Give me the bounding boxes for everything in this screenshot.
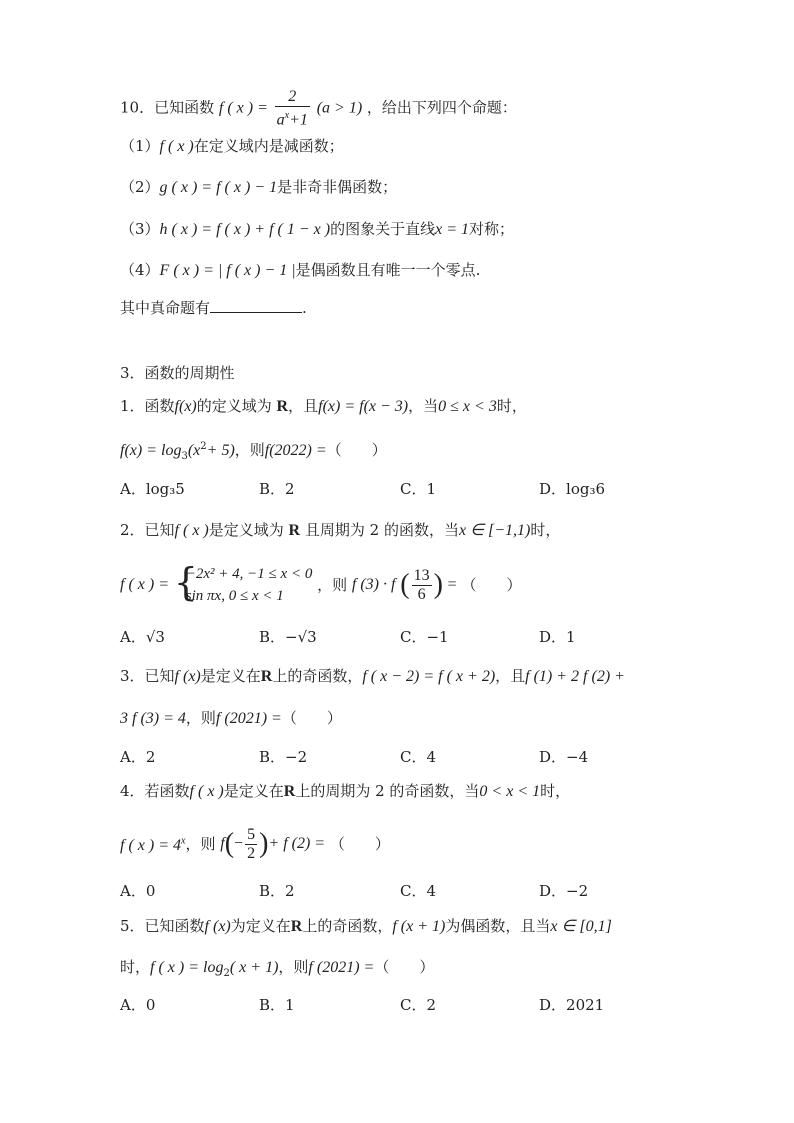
p5-query: f (2021) = xyxy=(308,959,375,976)
conclusion-end: . xyxy=(302,299,307,317)
q10-frac-den-tail: +1 xyxy=(289,111,308,129)
p4-f: f xyxy=(220,835,225,853)
p3-query: f (2021) = xyxy=(215,710,282,727)
p2-option-d[interactable]: D．1 xyxy=(539,628,576,646)
prop-3-expr: h ( x ) = f ( x ) + f ( 1 − x ) xyxy=(159,221,331,238)
p4-minus: − xyxy=(234,835,244,853)
p1-log: f(x) = log xyxy=(120,442,182,459)
p1-text-f: 时， xyxy=(496,397,527,415)
p1-expr-1: f(x) xyxy=(174,398,197,415)
p1-text-d: ，当 xyxy=(408,397,439,415)
q10-condition: (a > 1) xyxy=(316,99,363,117)
p3-option-d[interactable]: D．−4 xyxy=(539,748,589,766)
q10-prop-1 xyxy=(120,136,344,157)
p4-line2 xyxy=(120,820,390,868)
p1-log-arg: (x xyxy=(187,442,201,459)
prop-3-text: 的图象关于直线 xyxy=(330,220,436,238)
p3-option-c[interactable]: C．4 xyxy=(400,748,437,766)
p4-text-d: 时， xyxy=(540,782,571,800)
p1-option-c[interactable]: C．1 xyxy=(400,480,437,498)
p1-then: ，则 xyxy=(234,441,265,459)
q10-prop-2 xyxy=(120,177,397,198)
p2-text-a: 2．已知 xyxy=(120,521,175,539)
prop-1-expr: f ( x ) xyxy=(159,138,194,155)
p3-option-b[interactable]: B．−2 xyxy=(259,748,308,766)
q10-frac-den xyxy=(275,107,310,129)
p2-fx: f ( x ) = xyxy=(120,576,169,593)
p3-text-a: 3．已知 xyxy=(120,667,175,685)
q10-func: f ( x ) = xyxy=(218,99,268,117)
prop-4-text: 是偶函数且有唯一一个零点. xyxy=(295,261,481,279)
p4-option-b[interactable]: B．2 xyxy=(259,882,295,900)
p1-log-base: 3 xyxy=(181,451,188,462)
p2-frac-num: 13 xyxy=(413,566,430,584)
p4-text-a: 4．若函数 xyxy=(120,782,190,800)
p1-log-tail: + 5) xyxy=(206,442,235,459)
p3-expr-3: f (1) + 2 f (2) + xyxy=(525,668,625,685)
conclusion-text: 其中真命题有 xyxy=(120,299,211,317)
prop-2-num: （2） xyxy=(120,178,160,196)
p2-case-2: sin πx, 0 ≤ x < 1 xyxy=(185,588,284,604)
p1-expr-2: f(x) = f(x − 3) xyxy=(318,398,409,415)
p4-expr-3: + f (2) = xyxy=(268,835,326,853)
p5-R: R xyxy=(290,918,303,935)
p5-when: 时， xyxy=(120,958,151,976)
p1-line1 xyxy=(120,396,527,417)
p4-lparen: ( xyxy=(224,828,235,860)
prop-1-num: （1） xyxy=(120,137,160,155)
section-title: 3．函数的周期性 xyxy=(120,364,235,382)
p5-log-arg: ( x + 1) xyxy=(229,959,279,976)
p4-fraction xyxy=(245,826,257,863)
q10-conclusion xyxy=(120,298,307,318)
p2-R: R xyxy=(288,522,301,539)
p4-R: R xyxy=(283,783,296,800)
prop-3-expr2: x = 1 xyxy=(435,221,470,238)
p1-line2 xyxy=(120,437,387,467)
p3-paren: （ ） xyxy=(281,709,342,727)
p4-option-a[interactable]: A．0 xyxy=(120,882,156,900)
prop-1-text: 在定义域内是减函数； xyxy=(193,137,344,155)
p4-expr-2: 0 < x < 1 xyxy=(479,783,541,800)
p5-text-d: 为偶函数，且当 xyxy=(445,917,551,935)
p2-line2 xyxy=(120,562,522,607)
p3-line1 xyxy=(120,666,625,687)
answer-blank[interactable] xyxy=(210,298,302,313)
p4-text-c: 上的周期为 2 的奇函数，当 xyxy=(295,782,480,800)
p2-eq: = xyxy=(447,576,457,593)
p3-expr-1: f (x) xyxy=(174,668,201,685)
p5-log: f ( x ) = log xyxy=(150,959,224,976)
p2-expr-1: f ( x ) xyxy=(174,522,209,539)
p2-brace: { xyxy=(173,560,198,604)
p5-option-b[interactable]: B．1 xyxy=(259,996,295,1014)
p3-text-b: 是定义在 xyxy=(200,667,261,685)
q10-prop-3 xyxy=(120,219,514,240)
prop-4-expr: F ( x ) = | f ( x ) − 1 | xyxy=(159,262,296,279)
p5-log-base: 2 xyxy=(223,968,230,979)
q10-frac-num: 2 xyxy=(275,88,310,107)
p4-line1 xyxy=(120,781,570,802)
p1-text-a: 1．函数 xyxy=(120,397,175,415)
p1-text-c: ，且 xyxy=(288,397,319,415)
p5-paren: （ ） xyxy=(374,958,435,976)
p1-text-b: 的定义域为 xyxy=(196,397,272,415)
p5-line2 xyxy=(120,957,434,984)
p5-expr-1: f (x) xyxy=(204,918,231,935)
p3-line2 xyxy=(120,708,342,729)
p3-R: R xyxy=(260,668,273,685)
p2-expr-2: x ∈ [−1,1) xyxy=(458,522,531,539)
p5-option-d[interactable]: D．2021 xyxy=(539,996,605,1014)
p2-option-a[interactable]: A．√3 xyxy=(120,628,165,646)
p2-rparen: ) xyxy=(433,569,443,600)
p1-option-d[interactable]: D．log₃6 xyxy=(539,480,606,498)
p2-option-c[interactable]: C．−1 xyxy=(400,628,449,646)
p2-text-d: 时， xyxy=(530,521,561,539)
p3-text-c: 上的奇函数， xyxy=(272,667,363,685)
prop-2-expr: g ( x ) = f ( x ) − 1 xyxy=(159,179,278,196)
p2-line1 xyxy=(120,520,560,541)
p2-paren: （ ） xyxy=(461,576,522,594)
p4-fx: f ( x ) = 4 xyxy=(120,837,181,855)
p1-option-b[interactable]: B．2 xyxy=(259,480,295,498)
p1-option-a[interactable]: A．log₃5 xyxy=(120,480,185,498)
p5-option-a[interactable]: A．0 xyxy=(120,996,156,1014)
p5-option-c[interactable]: C．2 xyxy=(400,996,437,1014)
p2-lparen: ( xyxy=(400,569,410,600)
p4-text-b: 是定义在 xyxy=(223,782,284,800)
p5-line1 xyxy=(120,916,612,937)
prop-3-text2: 对称； xyxy=(469,220,515,238)
prop-3-num: （3） xyxy=(120,220,160,238)
q10-fraction xyxy=(275,88,310,129)
p2-frac-den: 6 xyxy=(417,585,426,603)
prop-4-num: （4） xyxy=(120,261,160,279)
p4-sup: x xyxy=(181,836,186,847)
p1-R: R xyxy=(276,398,289,415)
prop-2-text: 是非奇非偶函数； xyxy=(277,178,398,196)
q10-frac-den-base: a xyxy=(276,111,285,129)
p1-sup: 2 xyxy=(200,441,207,452)
p2-then: ，则 xyxy=(317,576,348,594)
p3-then: ，则 xyxy=(185,709,216,727)
p4-frac-den: 2 xyxy=(247,844,256,862)
q10-prop-4 xyxy=(120,260,480,281)
p2-option-b[interactable]: B．−√3 xyxy=(259,628,317,646)
q10-intro: 10．已知函数 xyxy=(120,98,215,117)
q10-tail: ，给出下列四个命题： xyxy=(366,98,517,117)
p4-frac-num: 5 xyxy=(247,825,256,843)
p2-fraction xyxy=(412,567,432,604)
p3-option-a[interactable]: A．2 xyxy=(120,748,156,766)
p3-expr-4: 3 f (3) = 4 xyxy=(120,710,186,727)
p2-case-1: −2x² + 4, −1 ≤ x < 0 xyxy=(185,566,313,582)
p5-expr-2: f (x + 1) xyxy=(392,918,446,935)
p3-expr-2: f ( x − 2) = f ( x + 2) xyxy=(362,668,496,685)
p4-expr-4x xyxy=(120,837,185,854)
p5-text-b: 为定义在 xyxy=(230,917,291,935)
p4-expr-1: f ( x ) xyxy=(189,783,224,800)
q10-frac-den-sup: x xyxy=(284,110,290,121)
p1-query: f(2022) = xyxy=(264,442,327,459)
p1-paren: （ ） xyxy=(326,441,387,459)
p2-text-b: 是定义域为 xyxy=(208,521,284,539)
p2-text-c: 且周期为 2 的函数，当 xyxy=(304,521,459,539)
p4-option-c[interactable]: C．4 xyxy=(400,882,437,900)
p4-paren: （ ） xyxy=(329,835,390,854)
p4-then: ，则 xyxy=(185,835,216,854)
p4-rparen: ) xyxy=(259,828,269,860)
p3-text-d: ，且 xyxy=(495,667,526,685)
p5-text-a: 5．已知函数 xyxy=(120,917,205,935)
p5-expr-3: x ∈ [0,1] xyxy=(550,918,612,935)
q10-stem xyxy=(120,88,517,129)
p1-expr-3: 0 ≤ x < 3 xyxy=(438,398,497,415)
p2-piecewise xyxy=(173,560,313,607)
p5-then: ，则 xyxy=(278,958,309,976)
p4-option-d[interactable]: D．−2 xyxy=(539,882,589,900)
p5-text-c: 上的奇函数， xyxy=(302,917,393,935)
p2-expr-3: f (3) · f xyxy=(351,576,396,593)
